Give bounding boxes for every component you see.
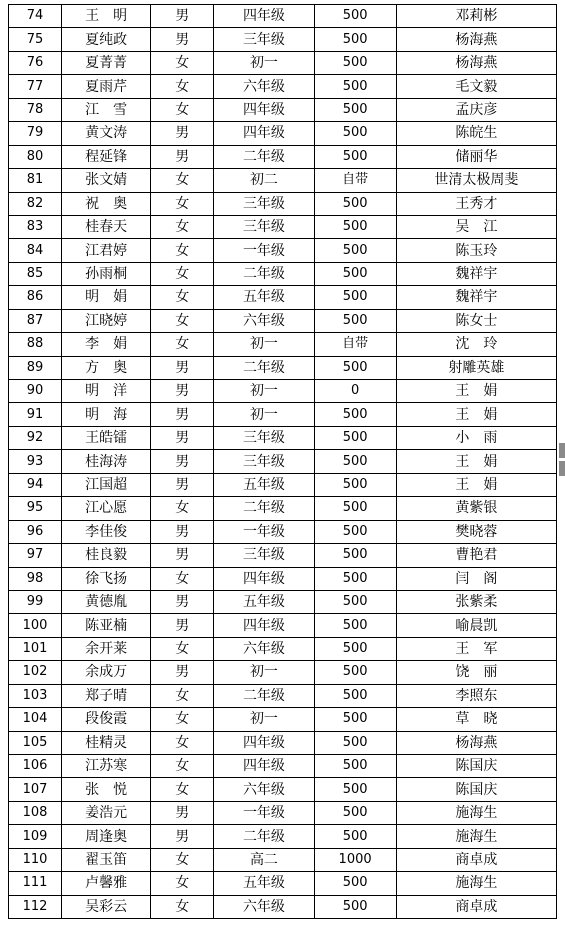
gender-cell: 女 [151,848,214,871]
donor-name-cell: 魏祥宇 [396,286,556,309]
grade-cell: 五年级 [214,590,314,613]
grade-cell: 四年级 [214,731,314,754]
amount-cell: 500 [314,5,396,28]
student-name-cell: 卢馨雅 [62,872,151,895]
donor-name-cell: 王 娟 [396,450,556,473]
table-row [9,239,557,262]
donor-name-cell: 樊晓蓉 [396,520,556,543]
grade-cell: 四年级 [214,5,314,28]
amount-cell: 500 [314,755,396,778]
table-row [9,497,557,520]
row-number-cell: 83 [9,215,62,238]
gender-cell: 男 [151,380,214,403]
row-number-cell: 89 [9,356,62,379]
gender-cell: 女 [151,567,214,590]
table-row [9,848,557,871]
table-row [9,356,557,379]
table-row [9,473,557,496]
grade-cell: 五年级 [214,872,314,895]
row-number-cell: 81 [9,169,62,192]
amount-cell: 500 [314,708,396,731]
table-row [9,755,557,778]
grade-cell: 初一 [214,661,314,684]
student-name-cell: 陈亚楠 [62,614,151,637]
grade-cell: 三年级 [214,426,314,449]
row-number-cell: 102 [9,661,62,684]
amount-cell: 500 [314,637,396,660]
gender-cell: 男 [151,356,214,379]
row-number-cell: 103 [9,684,62,707]
gender-cell: 女 [151,75,214,98]
amount-cell: 500 [314,567,396,590]
gender-cell: 女 [151,731,214,754]
row-number-cell: 93 [9,450,62,473]
student-name-cell: 翟玉笛 [62,848,151,871]
grade-cell: 六年级 [214,637,314,660]
grade-cell: 初一 [214,333,314,356]
table-row [9,309,557,332]
table-row [9,215,557,238]
student-name-cell: 郑子晴 [62,684,151,707]
student-name-cell: 夏纯政 [62,28,151,51]
amount-cell: 500 [314,286,396,309]
table-row [9,778,557,801]
amount-cell: 500 [314,75,396,98]
row-number-cell: 75 [9,28,62,51]
row-number-cell: 109 [9,825,62,848]
student-name-cell: 李佳俊 [62,520,151,543]
amount-cell: 500 [314,684,396,707]
table-row [9,801,557,824]
row-number-cell: 80 [9,145,62,168]
table-row [9,520,557,543]
amount-cell: 500 [314,122,396,145]
table-row [9,51,557,74]
student-name-cell: 桂海涛 [62,450,151,473]
gender-cell: 男 [151,28,214,51]
student-name-cell: 黄德胤 [62,590,151,613]
table-row [9,637,557,660]
donor-name-cell: 王秀才 [396,192,556,215]
donor-name-cell: 杨海燕 [396,28,556,51]
table-row [9,122,557,145]
table-row [9,262,557,285]
donor-name-cell: 邓莉彬 [396,5,556,28]
gender-cell: 女 [151,684,214,707]
row-number-cell: 95 [9,497,62,520]
donor-name-cell: 商卓成 [396,895,556,918]
table-row [9,145,557,168]
donor-name-cell: 饶 丽 [396,661,556,684]
student-name-cell: 余成万 [62,661,151,684]
amount-cell: 500 [314,450,396,473]
student-name-cell: 明 海 [62,403,151,426]
table-row [9,28,557,51]
row-number-cell: 97 [9,544,62,567]
gender-cell: 男 [151,450,214,473]
amount-cell: 500 [314,544,396,567]
row-number-cell: 101 [9,637,62,660]
donor-name-cell: 王 娟 [396,473,556,496]
amount-cell: 500 [314,51,396,74]
student-name-cell: 吴彩云 [62,895,151,918]
student-name-cell: 夏菁菁 [62,51,151,74]
donor-name-cell: 施海生 [396,872,556,895]
gender-cell: 女 [151,239,214,262]
table-row [9,98,557,121]
grade-cell: 四年级 [214,755,314,778]
table-row [9,333,557,356]
donor-name-cell: 黄紫银 [396,497,556,520]
student-name-cell: 桂春天 [62,215,151,238]
donor-name-cell: 李照东 [396,684,556,707]
amount-cell: 500 [314,145,396,168]
row-number-cell: 99 [9,590,62,613]
student-name-cell: 张文婧 [62,169,151,192]
grade-cell: 五年级 [214,286,314,309]
gender-cell: 男 [151,145,214,168]
row-number-cell: 96 [9,520,62,543]
grade-cell: 一年级 [214,520,314,543]
row-number-cell: 98 [9,567,62,590]
donor-name-cell: 王 娟 [396,403,556,426]
table-row [9,872,557,895]
student-name-cell: 江苏寒 [62,755,151,778]
student-name-cell: 夏雨芹 [62,75,151,98]
grade-cell: 六年级 [214,309,314,332]
amount-cell: 500 [314,590,396,613]
table-row [9,590,557,613]
amount-cell: 500 [314,614,396,637]
gender-cell: 男 [151,590,214,613]
grade-cell: 初一 [214,380,314,403]
student-name-cell: 江国超 [62,473,151,496]
donor-name-cell: 陈国庆 [396,778,556,801]
table-row [9,5,557,28]
student-name-cell: 江 雪 [62,98,151,121]
grade-cell: 六年级 [214,778,314,801]
amount-cell: 500 [314,778,396,801]
student-name-cell: 王皓镭 [62,426,151,449]
table-row [9,544,557,567]
amount-cell: 自带 [314,333,396,356]
student-name-cell: 余开莱 [62,637,151,660]
grade-cell: 二年级 [214,684,314,707]
grade-cell: 二年级 [214,356,314,379]
table-row [9,426,557,449]
row-number-cell: 79 [9,122,62,145]
gender-cell: 女 [151,98,214,121]
amount-cell: 500 [314,98,396,121]
table-row [9,75,557,98]
row-number-cell: 77 [9,75,62,98]
gender-cell: 女 [151,755,214,778]
amount-cell: 500 [314,825,396,848]
table-row [9,895,557,918]
table-row [9,380,557,403]
amount-cell: 自带 [314,169,396,192]
gender-cell: 男 [151,473,214,496]
donor-name-cell: 草 晓 [396,708,556,731]
donor-name-cell: 杨海燕 [396,731,556,754]
row-number-cell: 104 [9,708,62,731]
amount-cell: 0 [314,380,396,403]
row-number-cell: 94 [9,473,62,496]
grade-cell: 初一 [214,708,314,731]
table-row [9,708,557,731]
gender-cell: 女 [151,309,214,332]
student-name-cell: 江心愿 [62,497,151,520]
gender-cell: 男 [151,520,214,543]
gender-cell: 女 [151,169,214,192]
gender-cell: 女 [151,215,214,238]
gender-cell: 男 [151,801,214,824]
row-number-cell: 105 [9,731,62,754]
grade-cell: 二年级 [214,497,314,520]
donor-name-cell: 王 军 [396,637,556,660]
row-number-cell: 107 [9,778,62,801]
gender-cell: 女 [151,872,214,895]
grade-cell: 四年级 [214,567,314,590]
row-number-cell: 110 [9,848,62,871]
donor-name-cell: 世清太极周斐 [396,169,556,192]
grade-cell: 初二 [214,169,314,192]
amount-cell: 500 [314,895,396,918]
row-number-cell: 87 [9,309,62,332]
student-name-cell: 周逢奥 [62,825,151,848]
gender-cell: 男 [151,614,214,637]
donor-name-cell: 陈皖生 [396,122,556,145]
grade-cell: 六年级 [214,895,314,918]
row-number-cell: 90 [9,380,62,403]
grade-cell: 三年级 [214,215,314,238]
student-name-cell: 祝 奥 [62,192,151,215]
student-name-cell: 明 娟 [62,286,151,309]
grade-cell: 六年级 [214,75,314,98]
gender-cell: 女 [151,778,214,801]
gender-cell: 女 [151,895,214,918]
gender-cell: 女 [151,497,214,520]
student-name-cell: 孙雨桐 [62,262,151,285]
donor-name-cell: 魏祥宇 [396,262,556,285]
row-number-cell: 78 [9,98,62,121]
grade-cell: 四年级 [214,98,314,121]
grade-cell: 四年级 [214,122,314,145]
donor-name-cell: 施海生 [396,801,556,824]
student-name-cell: 姜浩元 [62,801,151,824]
donor-name-cell: 陈女士 [396,309,556,332]
row-number-cell: 84 [9,239,62,262]
table-row [9,403,557,426]
grade-cell: 高二 [214,848,314,871]
amount-cell: 500 [314,356,396,379]
amount-cell: 500 [314,403,396,426]
donor-name-cell: 喻晨凯 [396,614,556,637]
amount-cell: 500 [314,497,396,520]
donor-name-cell: 吴 江 [396,215,556,238]
donor-name-cell: 施海生 [396,825,556,848]
amount-cell: 500 [314,801,396,824]
donor-name-cell: 王 娟 [396,380,556,403]
student-name-cell: 黄文涛 [62,122,151,145]
table-body [9,5,557,919]
student-name-cell: 徐飞扬 [62,567,151,590]
gender-cell: 女 [151,192,214,215]
donor-name-cell: 杨海燕 [396,51,556,74]
row-number-cell: 88 [9,333,62,356]
amount-cell: 1000 [314,848,396,871]
gender-cell: 男 [151,403,214,426]
table-row [9,661,557,684]
grade-cell: 五年级 [214,473,314,496]
amount-cell: 500 [314,473,396,496]
row-number-cell: 106 [9,755,62,778]
gender-cell: 女 [151,637,214,660]
row-number-cell: 112 [9,895,62,918]
table-row [9,169,557,192]
student-name-cell: 江君婷 [62,239,151,262]
grade-cell: 四年级 [214,614,314,637]
table-row [9,825,557,848]
student-name-cell: 桂良毅 [62,544,151,567]
donor-name-cell: 陈国庆 [396,755,556,778]
student-name-cell: 明 洋 [62,380,151,403]
gender-cell: 男 [151,544,214,567]
donor-name-cell: 张紫柔 [396,590,556,613]
grade-cell: 初一 [214,51,314,74]
student-name-cell: 王 明 [62,5,151,28]
grade-cell: 一年级 [214,801,314,824]
table-row [9,684,557,707]
amount-cell: 500 [314,239,396,262]
grade-cell: 三年级 [214,28,314,51]
grade-cell: 三年级 [214,450,314,473]
gender-cell: 男 [151,426,214,449]
donor-name-cell: 小 雨 [396,426,556,449]
donor-name-cell: 孟庆彦 [396,98,556,121]
student-name-cell: 方 奥 [62,356,151,379]
row-number-cell: 92 [9,426,62,449]
amount-cell: 500 [314,215,396,238]
table-row [9,614,557,637]
row-number-cell: 91 [9,403,62,426]
table-row [9,567,557,590]
grade-cell: 一年级 [214,239,314,262]
student-name-cell: 程延锋 [62,145,151,168]
donor-name-cell: 沈 玲 [396,333,556,356]
amount-cell: 500 [314,309,396,332]
row-number-cell: 76 [9,51,62,74]
amount-cell: 500 [314,192,396,215]
grade-cell: 二年级 [214,145,314,168]
row-number-cell: 86 [9,286,62,309]
donor-name-cell: 曹艳君 [396,544,556,567]
gender-cell: 女 [151,262,214,285]
amount-cell: 500 [314,731,396,754]
student-name-cell: 李 娟 [62,333,151,356]
student-name-cell: 桂精灵 [62,731,151,754]
gender-cell: 男 [151,122,214,145]
row-number-cell: 85 [9,262,62,285]
grade-cell: 三年级 [214,192,314,215]
donor-name-cell: 闫 阁 [396,567,556,590]
donor-name-cell: 射雕英雄 [396,356,556,379]
row-number-cell: 100 [9,614,62,637]
donor-name-cell: 陈玉玲 [396,239,556,262]
gender-cell: 男 [151,661,214,684]
row-number-cell: 74 [9,5,62,28]
gender-cell: 女 [151,333,214,356]
student-name-cell: 张 悦 [62,778,151,801]
table-row [9,192,557,215]
donation-table [8,4,557,919]
gender-cell: 男 [151,5,214,28]
donor-name-cell: 商卓成 [396,848,556,871]
amount-cell: 500 [314,426,396,449]
gender-cell: 女 [151,708,214,731]
row-number-cell: 108 [9,801,62,824]
table-row [9,731,557,754]
grade-cell: 初一 [214,403,314,426]
row-number-cell: 111 [9,872,62,895]
table-row [9,450,557,473]
grade-cell: 二年级 [214,262,314,285]
donor-name-cell: 毛文毅 [396,75,556,98]
edge-marker [559,443,565,476]
row-number-cell: 82 [9,192,62,215]
table-row [9,286,557,309]
gender-cell: 女 [151,51,214,74]
grade-cell: 三年级 [214,544,314,567]
amount-cell: 500 [314,661,396,684]
student-name-cell: 江晓婷 [62,309,151,332]
donor-name-cell: 储丽华 [396,145,556,168]
student-name-cell: 段俊霞 [62,708,151,731]
gender-cell: 男 [151,825,214,848]
gender-cell: 女 [151,286,214,309]
amount-cell: 500 [314,28,396,51]
amount-cell: 500 [314,872,396,895]
amount-cell: 500 [314,520,396,543]
amount-cell: 500 [314,262,396,285]
grade-cell: 二年级 [214,825,314,848]
